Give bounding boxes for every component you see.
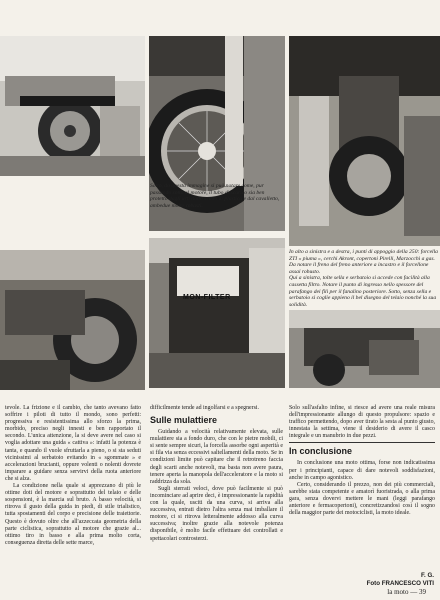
column-2 bbox=[150, 405, 283, 543]
column3-paragraph: Certo, considerando il prezzo, non dei più commerciali, sarebbe stata competente e amatorì fuoristrada, o alla prima gara, senza dovervi mettere le mani (leggi parafango anteriore e fermacopertoni), concretizzandosi così il sogno della maggior parte dei motociclisti, la moto ideale. bbox=[289, 481, 435, 517]
column-1 bbox=[5, 405, 141, 547]
credits bbox=[294, 572, 434, 588]
column2-lead: difficilmente tende ad ingolfarsi e a spegnersi. bbox=[150, 405, 259, 411]
caption-left-text: Sotto, da questa immagine si può notare come, pur passando sotto al motore, il tubo di scarico sia ben protetto dagli urti dallo scudo di plastica e dal cavalletto, ambedue molto robusti. bbox=[150, 183, 280, 209]
section-heading-mulattiere: Sulle mulattiere bbox=[150, 415, 218, 426]
caption-right-text-1: In alto a sinistra e a destra, i punti di appoggio della 250: forcella ZTI « piuma », cerchi Akront, copertoni Pirelli, Marzocchi a gas. Da notare il freno del freno anteriore a incastro e il forcellone assai robusto. bbox=[289, 249, 438, 275]
author-initials: F. G. bbox=[420, 572, 434, 579]
caption-right-text-2: Qui a sinistra, tolte sella e serbatoio si accede con facilità alla cassetta filtro. Notare il punto di ingresso nello spessore del parafango dei fili per il fanalino posteriore. Sotto, senza sella e serbatoio si coglie appieno il bel disegno del telaio nonché la sua solidità. bbox=[289, 275, 437, 308]
section-heading-conclusione: In conclusione bbox=[289, 446, 353, 457]
column-3 bbox=[289, 405, 435, 517]
photo-exhaust bbox=[0, 36, 145, 176]
column2-paragraph: Sugli sterrati veloci, dove può facilmente si può incominciare ad aprire deci, è impressionante la rapidità con la quale, usciti da una curva, si arriva alla successiva, entrati dietro l'altra senza mai imballare il motore, ci si ritrova letteralmente addosso alla curva successiva; inoltre grazie alla notevole potenza disponibile, è molto facile effettuare dei controllati e spettacolari controsterzi. bbox=[150, 485, 283, 542]
photo-rear-suspension bbox=[289, 36, 440, 246]
column2-paragraph: Guidando a velocità relativamente elevata, sulle mulattiere sia a fondo duro, che con le pietre mobili, ci si sente sempre sicuri, la forcella assorbe ogni asperità e si fila via senza eccessivi saltellamenti della moto. Se in condizioni limite può capitare che il retrotreno faccia degli scarti anche notevoli, ma basta non avere paura, tenere aperta la manopola dell'acceleratore e la moto si raddrizza da sola. bbox=[150, 429, 283, 485]
column1-paragraph: tevole. La frizione e il cambio, che tanto avevano fatto soffrire i piloti di tutto il mondo, sono perfetti: progressiva e resistentissima allo sforzo la prima, morbido, preciso negli innesti e ben rapportato il secondo. L'unica attenzione, la si deve avere nel caso si voglia adottare una guida « cattiva »: infatti la potenza è tanta, e quando il vuole sfruttarla a pieno, o si sta seduti vicinissimi al serbatoio evitando in « sgommate » e accelerazioni brucianti, oppure volenti o nolenti dovrete imparare a guidare senza servirvi della ruota anteriore che si alza. bbox=[5, 405, 141, 482]
column3-paragraph: In conclusione una moto ottima, forse non indicatissima per i principianti, capace di dare notevoli soddisfazioni, anche in campo agonistico. bbox=[289, 460, 435, 481]
photo-engine-bottom bbox=[0, 250, 145, 390]
photo-credit: Foto FRANCESCO VITI bbox=[366, 580, 434, 587]
column1-paragraph: La condizione nella quale si apprezzano di più le ottime doti del motore e soprattutto del telaio e delle sospensioni, è la marcia sul bruto. A basso velocità, si ritrova il gusto della guida in piedi, di stile trialistico, tutta spostamenti del corpo e precisione delle traiettorie. Questo è dovuto oltre che all'azzeccata geometria della parte ciclistica, soprattutto al motore che grazie al... ottimo tiro in basso e alla prima molto corta, conseguenza diretta delle sette marce, bbox=[5, 483, 141, 546]
page-footer bbox=[387, 588, 426, 596]
footer-dash: — bbox=[410, 588, 419, 596]
page-number: 39 bbox=[419, 588, 426, 596]
magazine-name: la moto bbox=[387, 588, 409, 596]
caption-left bbox=[150, 183, 282, 209]
section-rule bbox=[289, 442, 435, 443]
photo-air-filter bbox=[149, 238, 285, 388]
column3-lead: Solo sull'asfalto infine, si riesce ad avere una reale misura dell'impressionante allungo di questo propulsore: spazio e traffico permettendo, dopo aver tirato la sesta al punto giusto, innestata la settima, viene il desiderio di avere il casco integrale e un manubrio in due pezzi. bbox=[289, 405, 435, 440]
photo-frame bbox=[289, 310, 440, 388]
caption-right bbox=[289, 249, 439, 308]
filter-label: MON-FILTER bbox=[183, 294, 231, 301]
